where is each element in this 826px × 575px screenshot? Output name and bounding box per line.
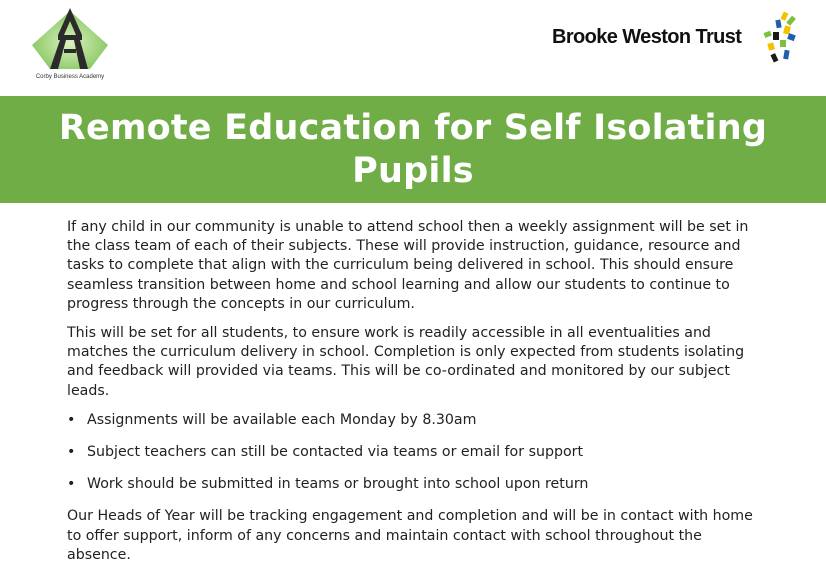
title-line-1: Remote Education for Self Isolating xyxy=(58,107,768,148)
title-banner xyxy=(0,96,826,203)
academy-name-caption: Corby Business Academy xyxy=(35,74,105,80)
list-item xyxy=(67,475,767,494)
closing-paragraph: Our Heads of Year will be tracking engagement and completion and will be in contact with home to offer support, inform of any concerns and maintain contact with school throughout the absence. xyxy=(67,508,753,563)
bullet-icon: • xyxy=(67,444,76,461)
trust-name: Brooke Weston Trust xyxy=(552,26,742,48)
academy-crest-icon xyxy=(30,5,110,75)
page-title xyxy=(59,107,767,193)
key-points-list xyxy=(67,411,767,495)
list-item xyxy=(67,411,767,430)
list-item-text: Subject teachers can still be contacted via teams or email for support xyxy=(87,444,584,461)
bullet-icon: • xyxy=(67,476,76,493)
title-line-2: Pupils xyxy=(352,150,474,191)
intro-paragraph: If any child in our community is unable to attend school then a weekly assignment will be set in the class team of each of their subjects. These will provide instruction, guidance, resource and tasks to complete that align with the curriculum being delivered in school. This should ensure seamless transition between home and school learning and allow our students to continue to progress through the concepts in our curriculum. xyxy=(67,219,749,312)
provision-paragraph: This will be set for all students, to ensure work is readily accessible in all eventualities and matches the curriculum delivery in school. Completion is only expected from students isolating and feedback will provided via teams. This will be co-ordinated and monitored by our subject leads. xyxy=(67,325,745,399)
list-item xyxy=(67,443,767,462)
body-content xyxy=(67,218,767,575)
list-item-text: Work should be submitted in teams or brought into school upon return xyxy=(87,476,589,493)
corby-business-academy-logo xyxy=(30,5,110,87)
list-item-text: Assignments will be available each Monday by 8.30am xyxy=(87,411,477,428)
bullet-icon: • xyxy=(67,411,76,428)
page-header xyxy=(0,0,826,96)
trust-pinwheel-icon xyxy=(758,10,802,70)
